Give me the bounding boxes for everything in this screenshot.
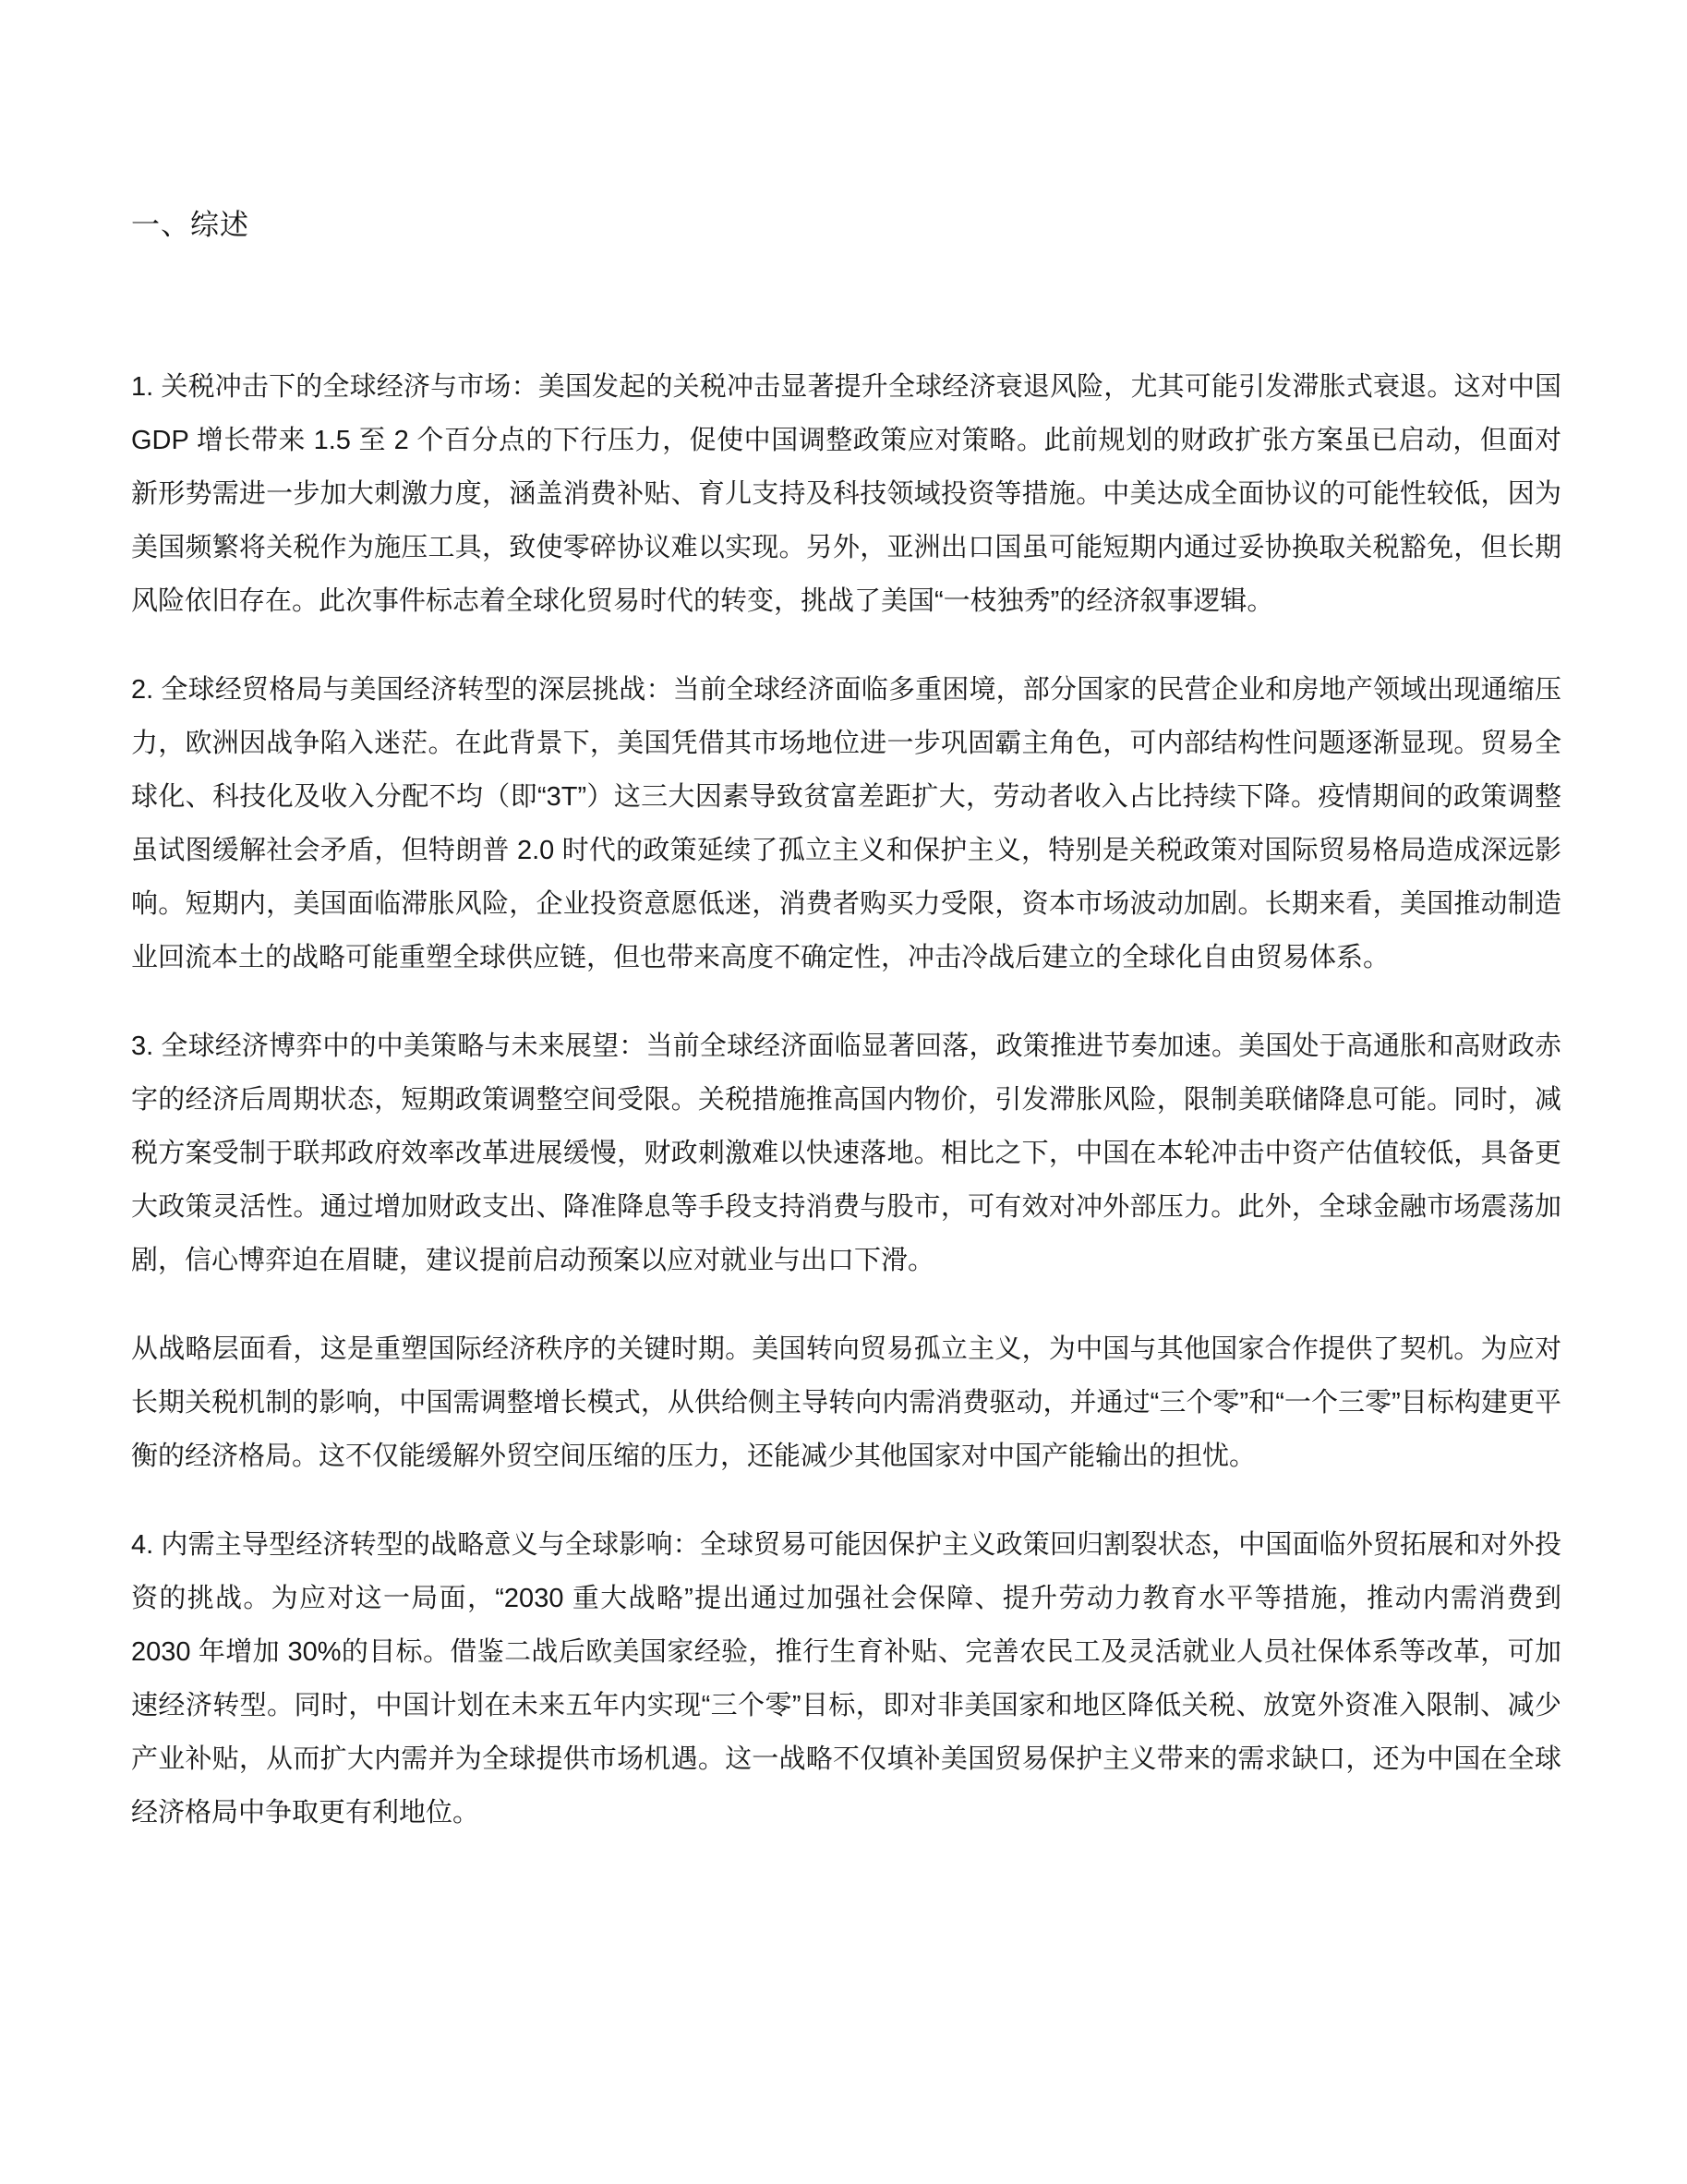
paragraph-3-china-us-strategy: 3. 全球经济博弈中的中美策略与未来展望：当前全球经济面临显著回落，政策推进节奏加速。美国处于高通胀和高财政赤字的经济后周期状态，短期政策调整空间受限。关税措施推高国内物价，引发滞胀风险，限制美联储降息可能。同时，减税方案受制于联邦政府效率改革进展缓慢，财政刺激难以快速落地。相比之下，中国在本轮冲击中资产估值较低，具备更大政策灵活性。通过增加财政支出、降准降息等手段支持消费与股市，可有效对冲外部压力。此外，全球金融市场震荡加剧，信心博弈迫在眉睫，建议提前启动预案以应对就业与出口下滑。 [131, 1032, 1561, 1275]
paragraph-5-domestic-demand-transition: 4. 内需主导型经济转型的战略意义与全球影响：全球贸易可能因保护主义政策回归割裂状态，中国面临外贸拓展和对外投资的挑战。为应对这一局面，“2030 重大战略”提出通过加强社会保障、提升劳动力教育水平等措施，推动内需消费到 2030 年增加 30%的目标。借鉴二战后欧美国家经验，推行生育补贴、完善农民工及灵活就业人员社保体系等改革，可加速经济转型。同时，中国计划在未来五年内实现“三个零”目标，即对非美国家和地区降低关税、放宽外资准入限制、减少产业补贴，从而扩大内需并为全球提供市场机遇。这一战略不仅填补美国贸易保护主义带来的需求缺口，还为中国在全球经济格局中争取更有利地位。 [131, 1530, 1561, 1828]
paragraph-2-global-trade-us-transition: 2. 全球经贸格局与美国经济转型的深层挑战：当前全球经济面临多重困境，部分国家的民营企业和房地产领域出现通缩压力，欧洲因战争陷入迷茫。在此背景下，美国凭借其市场地位进一步巩固霸主角色，可内部结构性问题逐渐显现。贸易全球化、科技化及收入分配不均（即“3T”）这三大因素导致贫富差距扩大，劳动者收入占比持续下降。疫情期间的政策调整虽试图缓解社会矛盾，但特朗普 2.0 时代的政策延续了孤立主义和保护主义，特别是关税政策对国际贸易格局造成深远影响。短期内，美国面临滞胀风险，企业投资意愿低迷，消费者购买力受限，资本市场波动加剧。长期来看，美国推动制造业回流本土的战略可能重塑全球供应链，但也带来高度不确定性，冲击冷战后建立的全球化自由贸易体系。 [131, 675, 1561, 972]
section-heading: 一、综述 [131, 209, 249, 241]
paragraph-4-strategic-view: 从战略层面看，这是重塑国际经济秩序的关键时期。美国转向贸易孤立主义，为中国与其他国家合作提供了契机。为应对长期关税机制的影响，中国需调整增长模式，从供给侧主导转向内需消费驱动，并通过“三个零”和“一个三零”目标构建更平衡的经济格局。这不仅能缓解外贸空间压缩的压力，还能减少其他国家对中国产能输出的担忧。 [131, 1334, 1561, 1471]
paragraph-1-tariff-shock: 1. 关税冲击下的全球经济与市场：美国发起的关税冲击显著提升全球经济衰退风险，尤其可能引发滞胀式衰退。这对中国 GDP 增长带来 1.5 至 2 个百分点的下行压力，促使中国调整政策应对策略。此前规划的财政扩张方案虽已启动，但面对新形势需进一步加大刺激力度，涵盖消费补贴、育儿支持及科技领域投资等措施。中美达成全面协议的可能性较低，因为美国频繁将关税作为施压工具，致使零碎协议难以实现。另外，亚洲出口国虽可能短期内通过妥协换取关税豁免，但长期风险依旧存在。此次事件标志着全球化贸易时代的转变，挑战了美国“一枝独秀”的经济叙事逻辑。 [131, 372, 1561, 616]
